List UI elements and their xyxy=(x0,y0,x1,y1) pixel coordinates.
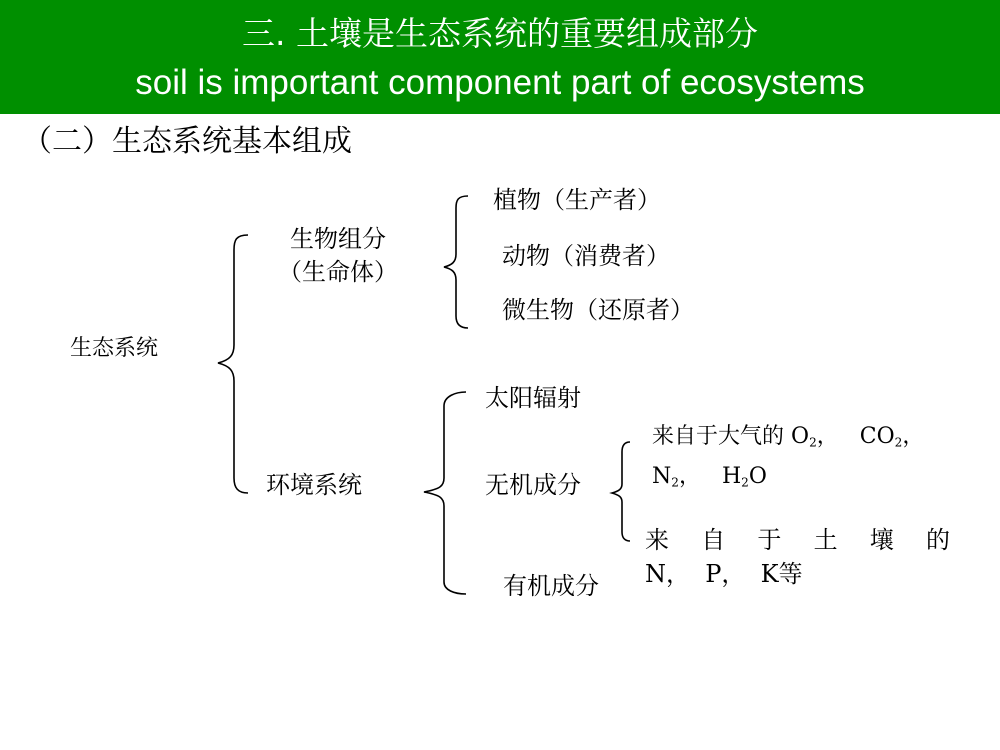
root-brace xyxy=(218,235,248,493)
bio-brace xyxy=(444,196,468,328)
title-banner xyxy=(0,0,1000,114)
env-brace xyxy=(424,392,466,594)
inorganic-detail-line2: $N_2$， $H_2O$ xyxy=(652,464,767,490)
env-item-organic: 有机成分 xyxy=(503,572,599,600)
bio-item-animals: 动物（消费者） xyxy=(502,242,670,270)
bio-label-line1: 生物组分 xyxy=(290,225,386,253)
env-item-solar: 太阳辐射 xyxy=(485,384,581,412)
title-english: soil is important component part of ecosystems xyxy=(135,63,865,102)
section-subtitle: （二）生态系统基本组成 xyxy=(22,124,352,159)
env-label: 环境系统 xyxy=(266,471,362,499)
root-label: 生态系统 xyxy=(70,336,159,361)
bio-item-plants: 植物（生产者） xyxy=(493,186,661,214)
soil-detail-line2: N， P， K等 xyxy=(645,560,803,588)
title-chinese: 三. 土壤是生态系统的重要组成部分 xyxy=(242,14,758,53)
inorganic-detail-line1: 来自于大气的 $O_2$， $CO_2$， xyxy=(652,424,925,450)
env-item-inorganic: 无机成分 xyxy=(485,471,581,499)
bio-item-microbes: 微生物（还原者） xyxy=(502,296,694,324)
inorganic-brace xyxy=(612,442,630,541)
bio-label-line2: （生命体） xyxy=(278,258,398,286)
soil-detail-line1: 来 自 于 土 壤 的 xyxy=(645,526,950,554)
